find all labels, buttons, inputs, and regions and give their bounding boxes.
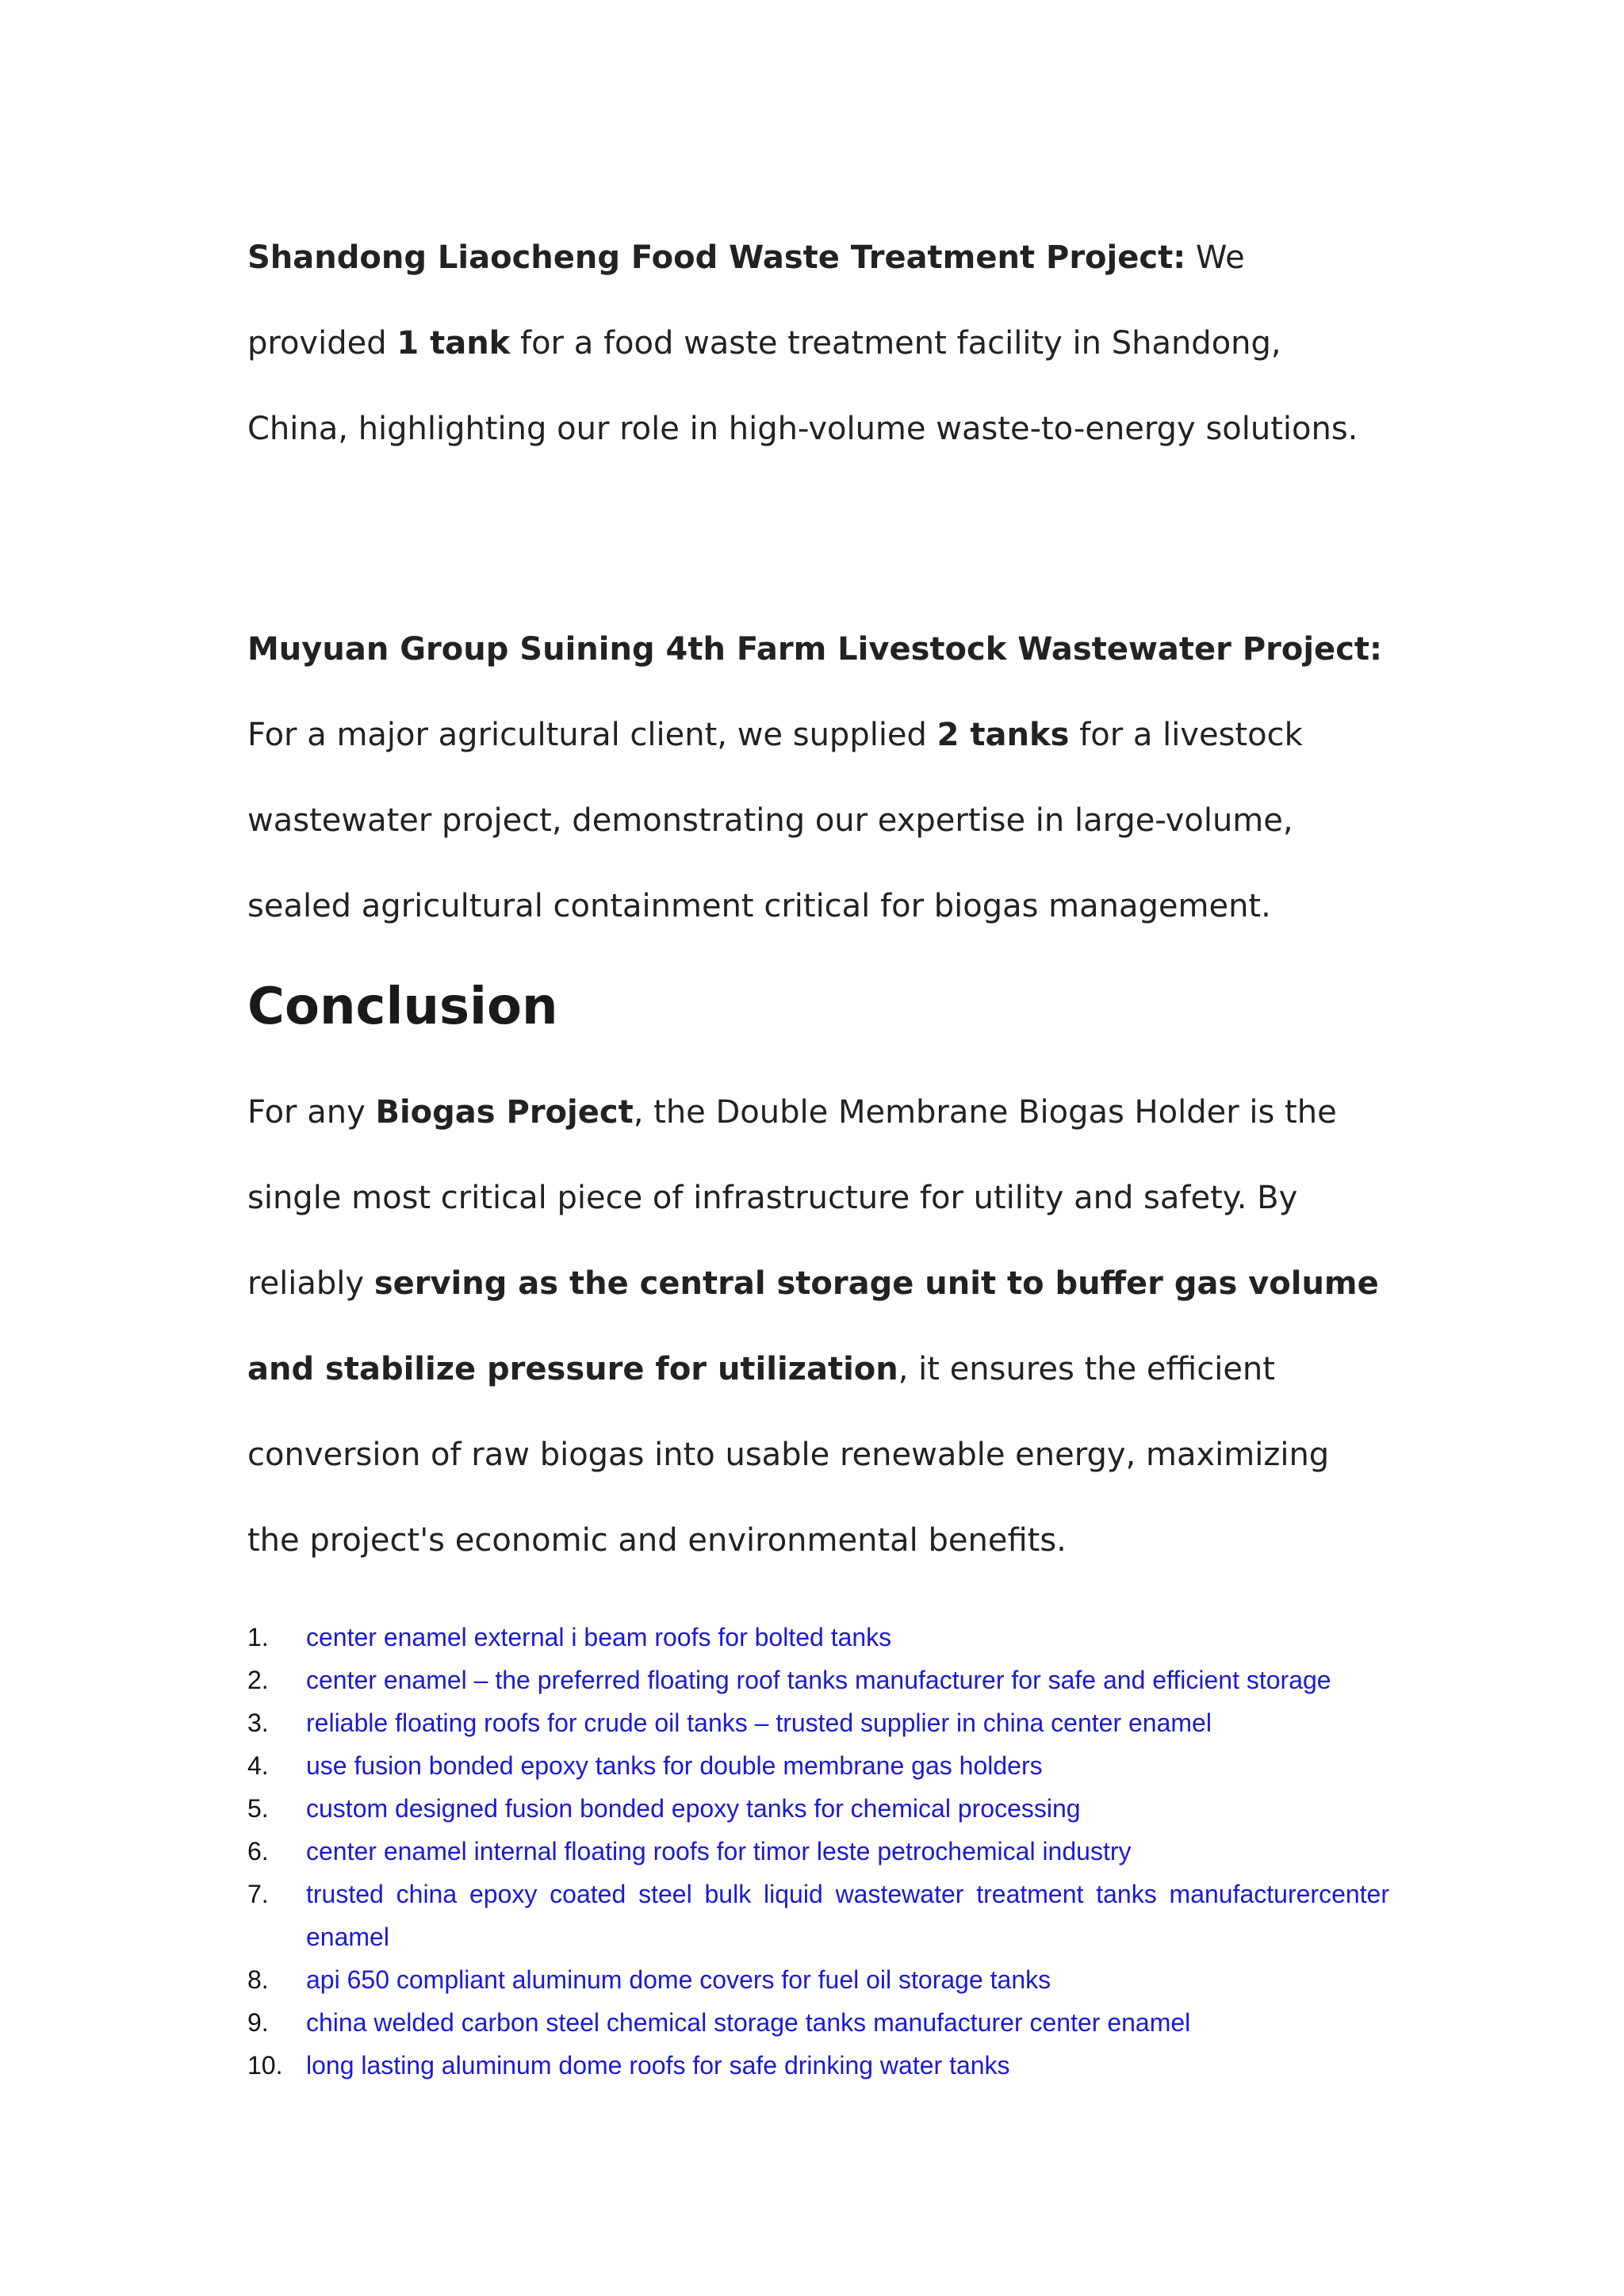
related-link[interactable]: long lasting aluminum dome roofs for safe drinking water tanks bbox=[306, 2051, 1010, 2080]
list-item bbox=[247, 2001, 1389, 2044]
shandong-quantity: 1 tank bbox=[396, 325, 511, 362]
related-link[interactable]: trusted china epoxy coated steel bulk liquid wastewater treatment tanks manufacturercenter enamel bbox=[306, 1880, 1389, 1951]
list-item bbox=[247, 1958, 1389, 2001]
list-item bbox=[247, 1787, 1389, 1830]
conclusion-text-2: , the Double Membrane Biogas Holder is the single most critical piece of infrastructure for utility and safety. By reliably bbox=[247, 1094, 1337, 1302]
list-number: 6. bbox=[247, 1837, 269, 1866]
muyuan-text-after: for a livestock wastewater project, demonstrating our expertise in large-volume, sealed agricultural containment critical for biogas management. bbox=[247, 717, 1303, 924]
list-item bbox=[247, 2044, 1389, 2087]
list-item bbox=[247, 1873, 1389, 1958]
list-number: 4. bbox=[247, 1751, 269, 1780]
muyuan-text-before: For a major agricultural client, we supplied bbox=[247, 717, 937, 753]
list-number: 7. bbox=[247, 1880, 269, 1908]
related-link[interactable]: reliable floating roofs for crude oil tanks – trusted supplier in china center enamel bbox=[306, 1709, 1212, 1737]
list-item bbox=[247, 1616, 1389, 1659]
related-links-list bbox=[247, 1616, 1389, 2087]
conclusion-text-3: , it ensures the efficient conversion of raw biogas into usable renewable energy, maximizing the project's economic and environmental benefits. bbox=[247, 1351, 1330, 1559]
list-number: 9. bbox=[247, 2008, 269, 2037]
shandong-text-after: for a food waste treatment facility in Shandong, China, highlighting our role in high-volume waste-to-energy solutions. bbox=[247, 325, 1358, 447]
list-item bbox=[247, 1830, 1389, 1873]
conclusion-bold-storage-unit: serving as the central storage unit to buffer gas volume and stabilize pressure for utilization bbox=[247, 1265, 1379, 1387]
shandong-project-title: Shandong Liaocheng Food Waste Treatment Project: bbox=[247, 239, 1186, 276]
list-number: 10. bbox=[247, 2051, 283, 2080]
related-link[interactable]: api 650 compliant aluminum dome covers for fuel oil storage tanks bbox=[306, 1965, 1051, 1994]
list-number: 3. bbox=[247, 1709, 269, 1737]
conclusion-text-1: For any bbox=[247, 1094, 376, 1131]
shandong-project-paragraph bbox=[247, 215, 1389, 472]
related-link[interactable]: custom designed fusion bonded epoxy tanks for chemical processing bbox=[306, 1794, 1081, 1823]
muyuan-quantity: 2 tanks bbox=[936, 717, 1070, 753]
muyuan-project-title: Muyuan Group Suining 4th Farm Livestock Wastewater Project: bbox=[247, 631, 1383, 668]
list-item bbox=[247, 1701, 1389, 1744]
list-item bbox=[247, 1659, 1389, 1701]
muyuan-project-paragraph bbox=[247, 607, 1389, 949]
related-link[interactable]: china welded carbon steel chemical storage tanks manufacturer center enamel bbox=[306, 2008, 1191, 2037]
list-number: 1. bbox=[247, 1623, 269, 1651]
related-link[interactable]: center enamel internal floating roofs for timor leste petrochemical industry bbox=[306, 1837, 1132, 1866]
related-link[interactable]: center enamel – the preferred floating roof tanks manufacturer for safe and efficient storage bbox=[306, 1666, 1331, 1694]
conclusion-heading: Conclusion bbox=[247, 978, 558, 1036]
conclusion-bold-biogas-project: Biogas Project bbox=[375, 1094, 634, 1131]
conclusion-paragraph bbox=[247, 1070, 1389, 1583]
list-item bbox=[247, 1744, 1389, 1787]
shandong-text-before: We provided bbox=[247, 239, 1245, 362]
list-number: 2. bbox=[247, 1666, 269, 1694]
related-link[interactable]: use fusion bonded epoxy tanks for double membrane gas holders bbox=[306, 1751, 1043, 1780]
list-number: 8. bbox=[247, 1965, 269, 1994]
list-number: 5. bbox=[247, 1794, 269, 1823]
related-link[interactable]: center enamel external i beam roofs for bolted tanks bbox=[306, 1623, 892, 1651]
